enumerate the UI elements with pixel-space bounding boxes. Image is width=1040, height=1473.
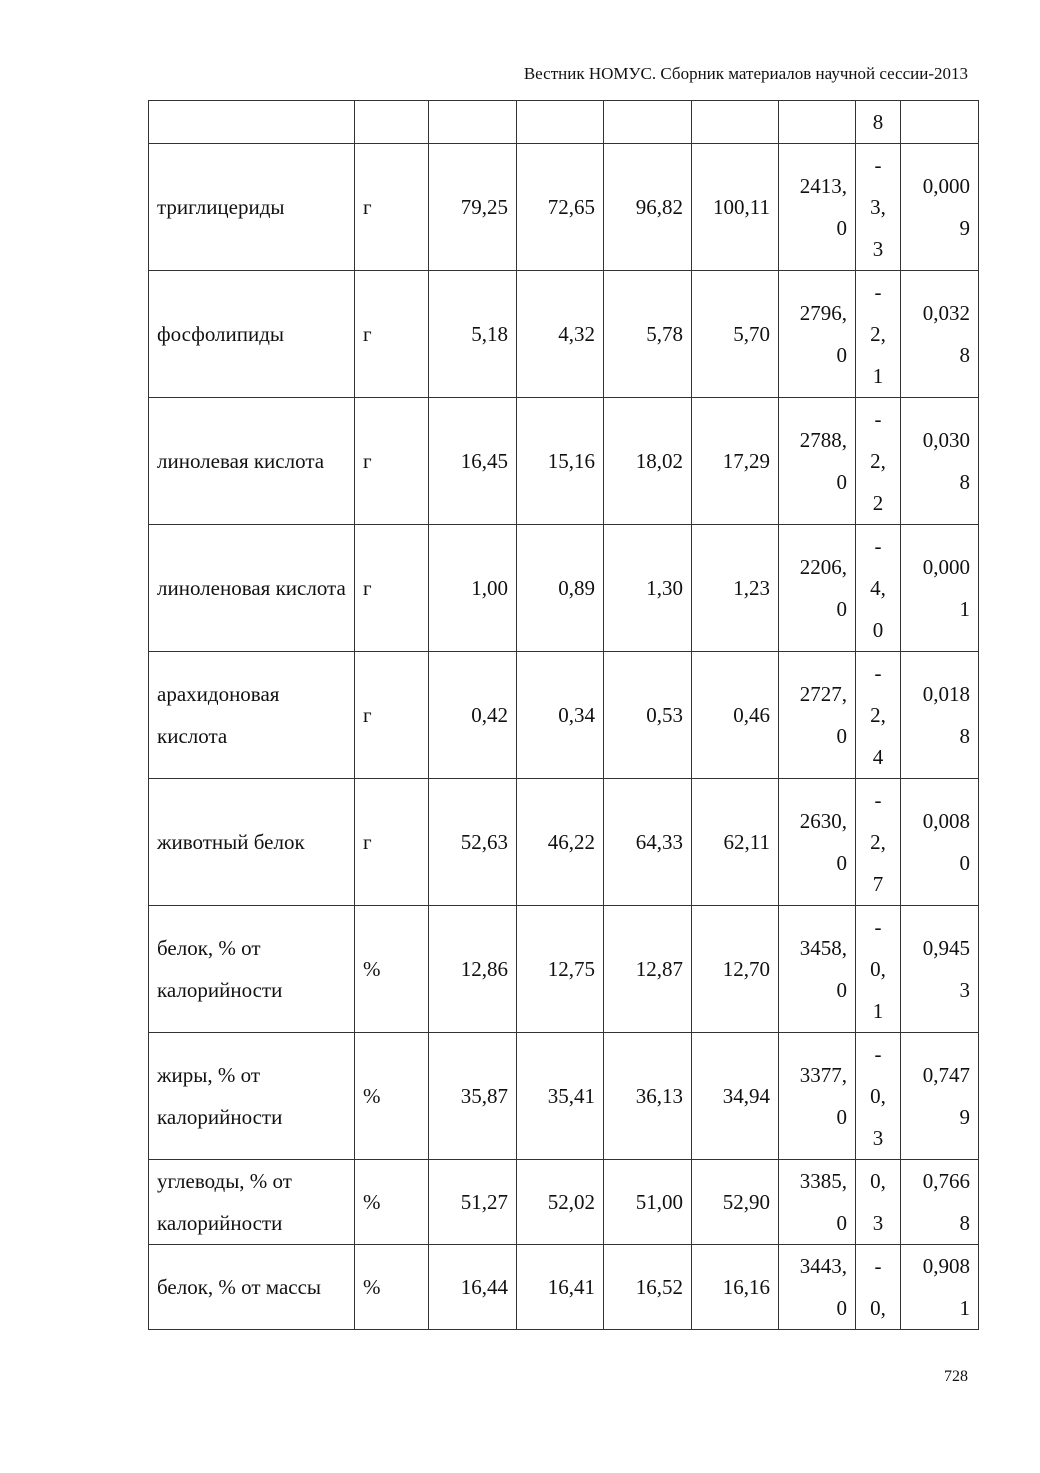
- cell-empty: [692, 101, 779, 144]
- cell-z-lines: [864, 1245, 892, 1329]
- cell-p-value-lines: [909, 1160, 970, 1244]
- cell-statistic: [779, 525, 856, 652]
- cell-p-value-lines: [909, 1054, 970, 1138]
- cell-value-3: 16,52: [604, 1245, 692, 1330]
- cell-p-value-line: 0,766: [922, 1169, 970, 1193]
- cell-statistic-line: 3377,: [799, 1063, 847, 1087]
- cell-p-value-line: 0,945: [922, 936, 970, 960]
- cell-statistic-lines: [787, 419, 847, 503]
- cell-z: [856, 525, 901, 652]
- cell-p-value: [901, 1160, 979, 1245]
- cell-indicator-name: жиры, % от калорийности: [149, 1033, 355, 1160]
- cell-empty: [355, 101, 429, 144]
- cell-value-1: 51,27: [429, 1160, 517, 1245]
- cell-indicator-name: триглицериды: [149, 144, 355, 271]
- cell-value-4: 1,23: [692, 525, 779, 652]
- cell-value-3: 12,87: [604, 906, 692, 1033]
- cell-value-4: 12,70: [692, 906, 779, 1033]
- table-row: [149, 525, 979, 652]
- cell-statistic-line: 2788,: [799, 428, 847, 452]
- cell-value-4: 34,94: [692, 1033, 779, 1160]
- cell-value-2: 72,65: [517, 144, 604, 271]
- cell-value-1: 12,86: [429, 906, 517, 1033]
- cell-p-value-line: 0,000: [922, 555, 970, 579]
- cell-statistic-line: 0: [836, 343, 847, 367]
- cell-empty: [901, 101, 979, 144]
- cell-statistic-line: 0: [836, 216, 847, 240]
- cell-p-value: [901, 1245, 979, 1330]
- cell-p-value-line: 3: [959, 978, 970, 1002]
- cell-value-2: 15,16: [517, 398, 604, 525]
- cell-unit: г: [355, 271, 429, 398]
- cell-z-line: 7: [872, 872, 884, 896]
- cell-unit: г: [355, 398, 429, 525]
- cell-value-3: 64,33: [604, 779, 692, 906]
- cell-value-4: 0,46: [692, 652, 779, 779]
- cell-p-value: [901, 144, 979, 271]
- cell-value-1: 35,87: [429, 1033, 517, 1160]
- cell-statistic-lines: [787, 165, 847, 249]
- cell-indicator-name: фосфолипиды: [149, 271, 355, 398]
- cell-statistic: [779, 1033, 856, 1160]
- table-row: [149, 1245, 979, 1330]
- cell-z: [856, 144, 901, 271]
- table-row: [149, 271, 979, 398]
- cell-z-lines: [864, 1033, 892, 1159]
- cell-z: [856, 271, 901, 398]
- cell-z-line: 2,: [870, 322, 886, 346]
- cell-p-value-line: 1: [959, 597, 970, 621]
- cell-p-value-line: 9: [959, 216, 970, 240]
- cell-p-value-line: 0,018: [922, 682, 970, 706]
- cell-value-2: 0,34: [517, 652, 604, 779]
- cell-p-value-lines: [909, 673, 970, 757]
- cell-z-line: 1: [872, 364, 884, 388]
- cell-value-1: 5,18: [429, 271, 517, 398]
- cell-p-value-lines: [909, 546, 970, 630]
- cell-p-value-line: 0,032: [922, 301, 970, 325]
- table-row: [149, 1160, 979, 1245]
- cell-statistic-line: 0: [836, 1296, 847, 1320]
- cell-statistic-line: 0: [836, 1105, 847, 1129]
- cell-statistic-lines: [787, 546, 847, 630]
- cell-p-value: [901, 271, 979, 398]
- cell-value-1: 52,63: [429, 779, 517, 906]
- cell-value-3: 36,13: [604, 1033, 692, 1160]
- cell-value-2: 16,41: [517, 1245, 604, 1330]
- cell-z: [856, 1160, 901, 1245]
- table-row: [149, 906, 979, 1033]
- running-header: Вестник НОМУС. Сборник материалов научной сессии-2013: [523, 64, 968, 83]
- cell-empty: [429, 101, 517, 144]
- cell-statistic-line: 2796,: [799, 301, 847, 325]
- cell-z: [856, 398, 901, 525]
- cell-p-value-line: 8: [959, 343, 970, 367]
- cell-p-value-lines: [909, 165, 970, 249]
- cell-statistic: [779, 906, 856, 1033]
- cell-empty: [779, 101, 856, 144]
- cell-p-value-lines: [909, 927, 970, 1011]
- cell-z: [856, 1033, 901, 1160]
- cell-value-4: 52,90: [692, 1160, 779, 1245]
- cell-p-value-line: 0,747: [922, 1063, 970, 1087]
- cell-z-line: 2,: [870, 703, 886, 727]
- cell-statistic-lines: [787, 673, 847, 757]
- cell-z: [856, 652, 901, 779]
- cell-p-value-lines: [909, 419, 970, 503]
- cell-p-value-line: 0: [959, 851, 970, 875]
- cell-z: [856, 906, 901, 1033]
- data-table: [148, 100, 979, 1330]
- cell-value-2: 0,89: [517, 525, 604, 652]
- cell-statistic: [779, 1160, 856, 1245]
- cell-statistic: [779, 779, 856, 906]
- cell-z-fragment: 8: [856, 101, 901, 144]
- cell-empty: [604, 101, 692, 144]
- cell-statistic: [779, 398, 856, 525]
- cell-value-4: 16,16: [692, 1245, 779, 1330]
- cell-unit: г: [355, 525, 429, 652]
- cell-value-3: 5,78: [604, 271, 692, 398]
- cell-statistic-line: 2727,: [799, 682, 847, 706]
- cell-value-1: 16,45: [429, 398, 517, 525]
- cell-empty: [149, 101, 355, 144]
- cell-value-3: 0,53: [604, 652, 692, 779]
- cell-z-line: -: [874, 280, 882, 304]
- cell-z-line: 2,: [870, 449, 886, 473]
- cell-statistic-line: 3443,: [799, 1254, 847, 1278]
- cell-p-value: [901, 906, 979, 1033]
- cell-statistic-line: 0: [836, 597, 847, 621]
- cell-z-line: 4: [872, 745, 884, 769]
- cell-p-value-lines: [909, 1245, 970, 1329]
- cell-p-value-lines: [909, 800, 970, 884]
- table-row-continued: [149, 101, 979, 144]
- cell-statistic-lines: [787, 927, 847, 1011]
- cell-z-line: -: [874, 1042, 882, 1066]
- cell-value-1: 1,00: [429, 525, 517, 652]
- page-number: 728: [944, 1368, 968, 1385]
- cell-z-line: 0,: [870, 1169, 886, 1193]
- table-row: [149, 652, 979, 779]
- cell-p-value-line: 1: [959, 1296, 970, 1320]
- cell-value-3: 18,02: [604, 398, 692, 525]
- cell-z-line: -: [874, 153, 882, 177]
- cell-statistic-lines: [787, 1245, 847, 1329]
- cell-p-value: [901, 398, 979, 525]
- cell-value-1: 16,44: [429, 1245, 517, 1330]
- cell-unit: %: [355, 1245, 429, 1330]
- cell-p-value: [901, 1033, 979, 1160]
- cell-p-value-line: 8: [959, 1211, 970, 1235]
- table-row: [149, 779, 979, 906]
- cell-empty: [517, 101, 604, 144]
- cell-p-value-line: 0,908: [922, 1254, 970, 1278]
- cell-z-lines: [864, 1160, 892, 1244]
- cell-statistic-line: 0: [836, 470, 847, 494]
- cell-value-2: 12,75: [517, 906, 604, 1033]
- cell-p-value: [901, 779, 979, 906]
- cell-value-2: 46,22: [517, 779, 604, 906]
- cell-statistic: [779, 1245, 856, 1330]
- cell-z-line: -: [874, 915, 882, 939]
- cell-statistic-line: 0: [836, 1211, 847, 1235]
- cell-value-4: 17,29: [692, 398, 779, 525]
- cell-value-4: 5,70: [692, 271, 779, 398]
- cell-z-line: 3: [872, 237, 884, 261]
- cell-value-3: 96,82: [604, 144, 692, 271]
- cell-z-line: 1: [872, 999, 884, 1023]
- cell-z-line: 3: [872, 1126, 884, 1150]
- cell-p-value-line: 8: [959, 724, 970, 748]
- cell-z-line: -: [874, 534, 882, 558]
- cell-value-3: 1,30: [604, 525, 692, 652]
- table-row: [149, 144, 979, 271]
- cell-z-line: 0: [872, 618, 884, 642]
- cell-statistic-line: 2206,: [799, 555, 847, 579]
- cell-z-lines: [864, 525, 892, 651]
- cell-p-value: [901, 652, 979, 779]
- cell-statistic-line: 2630,: [799, 809, 847, 833]
- cell-value-2: 35,41: [517, 1033, 604, 1160]
- cell-unit: г: [355, 779, 429, 906]
- cell-indicator-name: белок, % от массы: [149, 1245, 355, 1330]
- cell-statistic-lines: [787, 1160, 847, 1244]
- table-row: [149, 398, 979, 525]
- cell-indicator-name: животный белок: [149, 779, 355, 906]
- cell-indicator-name: углеводы, % от калорийности: [149, 1160, 355, 1245]
- cell-z-lines: [864, 652, 892, 778]
- cell-p-value-line: 9: [959, 1105, 970, 1129]
- cell-z-lines: [864, 779, 892, 905]
- cell-indicator-name: линоленовая кислота: [149, 525, 355, 652]
- table-body: [149, 101, 979, 1330]
- cell-z-line: -: [874, 1254, 882, 1278]
- cell-z-line: 4,: [870, 576, 886, 600]
- cell-statistic-line: 2413,: [799, 174, 847, 198]
- cell-value-1: 0,42: [429, 652, 517, 779]
- cell-statistic-line: 0: [836, 724, 847, 748]
- cell-statistic: [779, 271, 856, 398]
- cell-unit: %: [355, 1160, 429, 1245]
- cell-p-value-line: 8: [959, 470, 970, 494]
- cell-p-value-line: 0,030: [922, 428, 970, 452]
- cell-statistic: [779, 144, 856, 271]
- cell-statistic-line: 0: [836, 851, 847, 875]
- cell-statistic-lines: [787, 1054, 847, 1138]
- cell-z-line: -: [874, 788, 882, 812]
- cell-value-3: 51,00: [604, 1160, 692, 1245]
- cell-p-value: [901, 525, 979, 652]
- cell-z-line: 0,: [870, 1296, 886, 1320]
- cell-p-value-lines: [909, 292, 970, 376]
- cell-statistic-line: 3385,: [799, 1169, 847, 1193]
- cell-p-value-line: 0,008: [922, 809, 970, 833]
- cell-indicator-name: линолевая кислота: [149, 398, 355, 525]
- cell-unit: г: [355, 144, 429, 271]
- cell-z-line: -: [874, 661, 882, 685]
- cell-z: [856, 1245, 901, 1330]
- cell-statistic-lines: [787, 800, 847, 884]
- cell-z-line: -: [874, 407, 882, 431]
- cell-z-line: 3,: [870, 195, 886, 219]
- cell-value-2: 52,02: [517, 1160, 604, 1245]
- cell-z-line: 3: [872, 1211, 884, 1235]
- cell-z-line: 2,: [870, 830, 886, 854]
- cell-value-4: 100,11: [692, 144, 779, 271]
- cell-statistic-line: 3458,: [799, 936, 847, 960]
- table-row: [149, 1033, 979, 1160]
- cell-value-4: 62,11: [692, 779, 779, 906]
- cell-z-lines: [864, 398, 892, 524]
- cell-z-line: 0,: [870, 957, 886, 981]
- cell-indicator-name: белок, % от калорийности: [149, 906, 355, 1033]
- cell-statistic-lines: [787, 292, 847, 376]
- cell-statistic: [779, 652, 856, 779]
- cell-z-line: 0,: [870, 1084, 886, 1108]
- cell-p-value-line: 0,000: [922, 174, 970, 198]
- cell-unit: %: [355, 906, 429, 1033]
- cell-z: [856, 779, 901, 906]
- cell-z-lines: [864, 906, 892, 1032]
- cell-value-1: 79,25: [429, 144, 517, 271]
- cell-unit: %: [355, 1033, 429, 1160]
- cell-statistic-line: 0: [836, 978, 847, 1002]
- cell-z-lines: [864, 271, 892, 397]
- cell-z-line: 2: [872, 491, 884, 515]
- cell-z-lines: [864, 144, 892, 270]
- cell-unit: г: [355, 652, 429, 779]
- cell-indicator-name: арахидоновая кислота: [149, 652, 355, 779]
- cell-value-2: 4,32: [517, 271, 604, 398]
